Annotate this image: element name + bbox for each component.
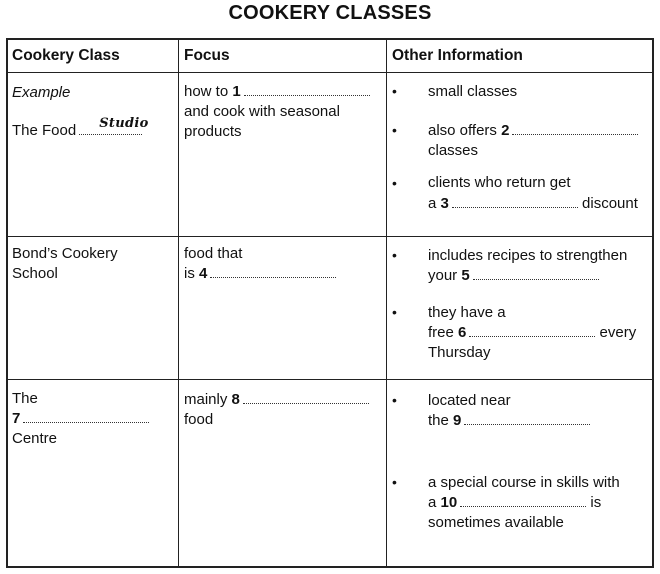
info-line: sometimes available: [428, 514, 564, 531]
answer-gap-3: [452, 194, 578, 208]
header-focus: Focus: [184, 47, 230, 64]
class-name: The: [12, 390, 38, 407]
example-answer: Studio: [99, 116, 149, 131]
answer-gap-10: [460, 493, 586, 507]
answer-gap-1: [244, 82, 370, 96]
info-line: [428, 194, 638, 214]
class-name: [12, 409, 149, 429]
question-number: 6: [458, 324, 467, 341]
info-line: [428, 266, 599, 286]
focus-line: and cook with seasonal: [184, 103, 340, 120]
info-text: is: [590, 494, 602, 511]
question-number: 8: [231, 391, 240, 408]
column-divider: [386, 40, 387, 566]
bullet-icon: •: [392, 247, 397, 263]
example-label: Example: [12, 84, 71, 101]
answer-gap-2: [512, 121, 638, 135]
class-name-text: The Food: [12, 122, 77, 139]
question-number: 5: [461, 267, 470, 284]
focus-line: products: [184, 123, 242, 140]
info-line: [428, 323, 636, 343]
answer-gap-example: [76, 116, 149, 141]
focus-text: how to: [184, 83, 229, 100]
info-text: also offers: [428, 122, 497, 139]
focus-line: [184, 264, 336, 284]
class-name: Centre: [12, 430, 58, 447]
class-name: School: [12, 265, 58, 282]
answer-gap-9: [464, 411, 590, 425]
info-line: small classes: [428, 83, 518, 100]
row-divider: [8, 236, 652, 237]
info-line: [428, 411, 590, 431]
answer-gap-6: [469, 323, 595, 337]
info-line: [428, 121, 638, 141]
bullet-icon: •: [392, 392, 397, 408]
info-text: your: [428, 267, 458, 284]
info-text: free: [428, 324, 454, 341]
question-number: 9: [453, 412, 462, 429]
info-line: located near: [428, 392, 511, 409]
answer-gap-5: [473, 266, 599, 280]
answer-gap-4: [210, 264, 336, 278]
cookery-table: [6, 38, 654, 568]
header-cookery-class: Cookery Class: [12, 47, 120, 64]
bullet-icon: •: [392, 474, 397, 490]
info-text: the: [428, 412, 449, 429]
focus-line: food that: [184, 245, 243, 262]
question-number: 4: [199, 265, 208, 282]
question-number: 7: [12, 410, 21, 427]
bullet-icon: •: [392, 122, 397, 138]
focus-line: [184, 82, 370, 102]
info-line: Thursday: [428, 344, 491, 361]
question-number: 10: [440, 494, 458, 511]
page-title: COOKERY CLASSES: [228, 2, 432, 24]
class-name: Bond’s Cookery: [12, 245, 118, 262]
focus-text: mainly: [184, 391, 228, 408]
bullet-icon: •: [392, 304, 397, 320]
info-text: discount: [582, 195, 638, 212]
focus-line: food: [184, 411, 214, 428]
info-line: they have a: [428, 304, 506, 321]
answer-gap-7: [23, 409, 149, 423]
info-text: a: [428, 494, 437, 511]
info-line: classes: [428, 142, 479, 159]
bullet-icon: •: [392, 83, 397, 99]
bullet-icon: •: [392, 175, 397, 191]
focus-line: [184, 390, 369, 410]
info-line: a special course in skills with: [428, 474, 620, 491]
question-number: 2: [501, 122, 510, 139]
question-number: 1: [232, 83, 241, 100]
column-divider: [178, 40, 179, 566]
info-line: clients who return get: [428, 174, 571, 191]
info-line: [428, 493, 601, 513]
info-text: a: [428, 195, 437, 212]
header-other-information: Other Information: [392, 47, 523, 64]
row-divider: [8, 72, 652, 73]
class-name: [12, 116, 149, 141]
row-divider: [8, 379, 652, 380]
info-text: every: [599, 324, 637, 341]
answer-gap-8: [243, 390, 369, 404]
info-line: includes recipes to strengthen: [428, 247, 628, 264]
question-number: 3: [440, 195, 449, 212]
focus-text: is: [184, 265, 195, 282]
